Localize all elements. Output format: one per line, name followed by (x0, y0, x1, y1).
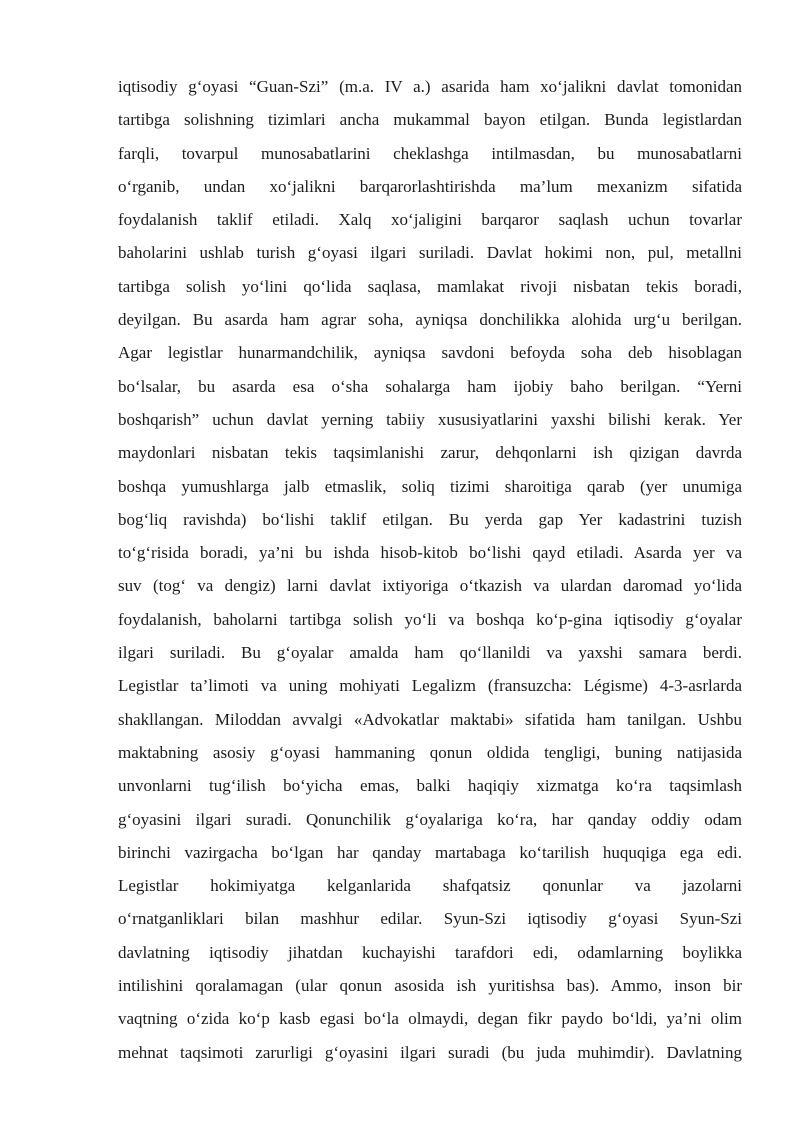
text-line: foydalanish, baholarni tartibga solish yo‘li va boshqa ko‘p-gina iqtisodiy g‘oyalar (118, 609, 742, 629)
text-line: Legistlar ta’limoti va uning mohiyati Legalizm (fransuzcha: Légisme) 4-3-asrlarda (118, 676, 742, 696)
text-line: deyilgan. Bu asarda ham agrar soha, ayniqsa donchilikka alohida urg‘u berilgan. (118, 310, 742, 330)
text-line: tartibga solishning tizimlari ancha mukammal bayon etilgan. Bunda legistlardan (118, 110, 742, 130)
text-line: bog‘liq ravishda) bo‘lishi taklif etilgan. Bu yerda gap Yer kadastrini tuzish (118, 509, 742, 529)
text-line: g‘oyasini ilgari suradi. Qonunchilik g‘oyalariga ko‘ra, har qanday oddiy odam (118, 809, 742, 829)
text-line: maydonlari nisbatan tekis taqsimlanishi zarur, dehqonlarni ish qizigan davrda (118, 443, 742, 463)
text-line: boshqarish” uchun davlat yerning tabiiy xususiyatlarini yaxshi bilishi kerak. Yer (118, 409, 742, 429)
text-line: o‘rnatganliklari bilan mashhur edilar. Syun-Szi iqtisodiy g‘oyasi Syun-Szi (118, 909, 742, 929)
text-line: to‘g‘risida boradi, ya’ni bu ishda hisob-kitob bo‘lishi qayd etiladi. Asarda yer va (118, 543, 742, 563)
text-line: suv (tog‘ va dengiz) larni davlat ixtiyoriga o‘tkazish va ulardan daromad yo‘lida (118, 576, 742, 596)
text-line: shakllangan. Miloddan avvalgi «Advokatlar maktabi» sifatida ham tanilgan. Ushbu (118, 709, 742, 729)
text-line: baholarini ushlab turish g‘oyasi ilgari suriladi. Davlat hokimi non, pul, metallni (118, 243, 742, 263)
text-line: bo‘lsalar, bu asarda esa o‘sha sohalarga ham ijobiy baho berilgan. “Yerni (118, 376, 742, 396)
text-line: davlatning iqtisodiy jihatdan kuchayishi tarafdori edi, odamlarning boylikka (118, 942, 742, 962)
text-line: birinchi vazirgacha bo‘lgan har qanday martabaga ko‘tarilish huquqiga ega edi. (118, 842, 742, 862)
text-line: ilgari suriladi. Bu g‘oyalar amalda ham qo‘llanildi va yaxshi samara berdi. (118, 643, 742, 663)
text-line: o‘rganib, undan xo‘jalikni barqarorlashtirishda ma’lum mexanizm sifatida (118, 176, 742, 196)
text-line: foydalanish taklif etiladi. Xalq xo‘jaligini barqaror saqlash uchun tovarlar (118, 210, 742, 230)
text-line: mehnat taqsimoti zarurligi g‘oyasini ilgari suradi (bu juda muhimdir). Davlatning (118, 1042, 742, 1062)
text-line: maktabning asosiy g‘oyasi hammaning qonun oldida tengligi, buning natijasida (118, 742, 742, 762)
text-line: intilishini qoralamagan (ular qonun asosida ish yuritishsa bas). Ammo, inson bir (118, 976, 742, 996)
document-page (118, 70, 742, 1069)
text-line: vaqtning o‘zida ko‘p kasb egasi bo‘la olmaydi, degan fikr paydo bo‘ldi, ya’ni olim (118, 1009, 742, 1029)
text-line: Agar legistlar hunarmandchilik, ayniqsa savdoni befoyda soha deb hisoblagan (118, 343, 742, 363)
text-line: iqtisodiy g‘oyasi “Guan-Szi” (m.a. IV a.) asarida ham xo‘jalikni davlat tomonidan (118, 77, 742, 96)
text-line: tartibga solish yo‘lini qo‘lida saqlasa, mamlakat rivoji nisbatan tekis boradi, (118, 276, 742, 296)
text-line: Legistlar hokimiyatga kelganlarida shafqatsiz qonunlar va jazolarni (118, 876, 742, 896)
text-line: farqli, tovarpul munosabatlarini cheklashga intilmasdan, bu munosabatlarni (118, 143, 742, 163)
text-line: unvonlarni tug‘ilish bo‘yicha emas, balki haqiqiy xizmatga ko‘ra taqsimlash (118, 776, 742, 796)
text-line: boshqa yumushlarga jalb etmaslik, soliq tizimi sharoitiga qarab (yer unumiga (118, 476, 742, 496)
